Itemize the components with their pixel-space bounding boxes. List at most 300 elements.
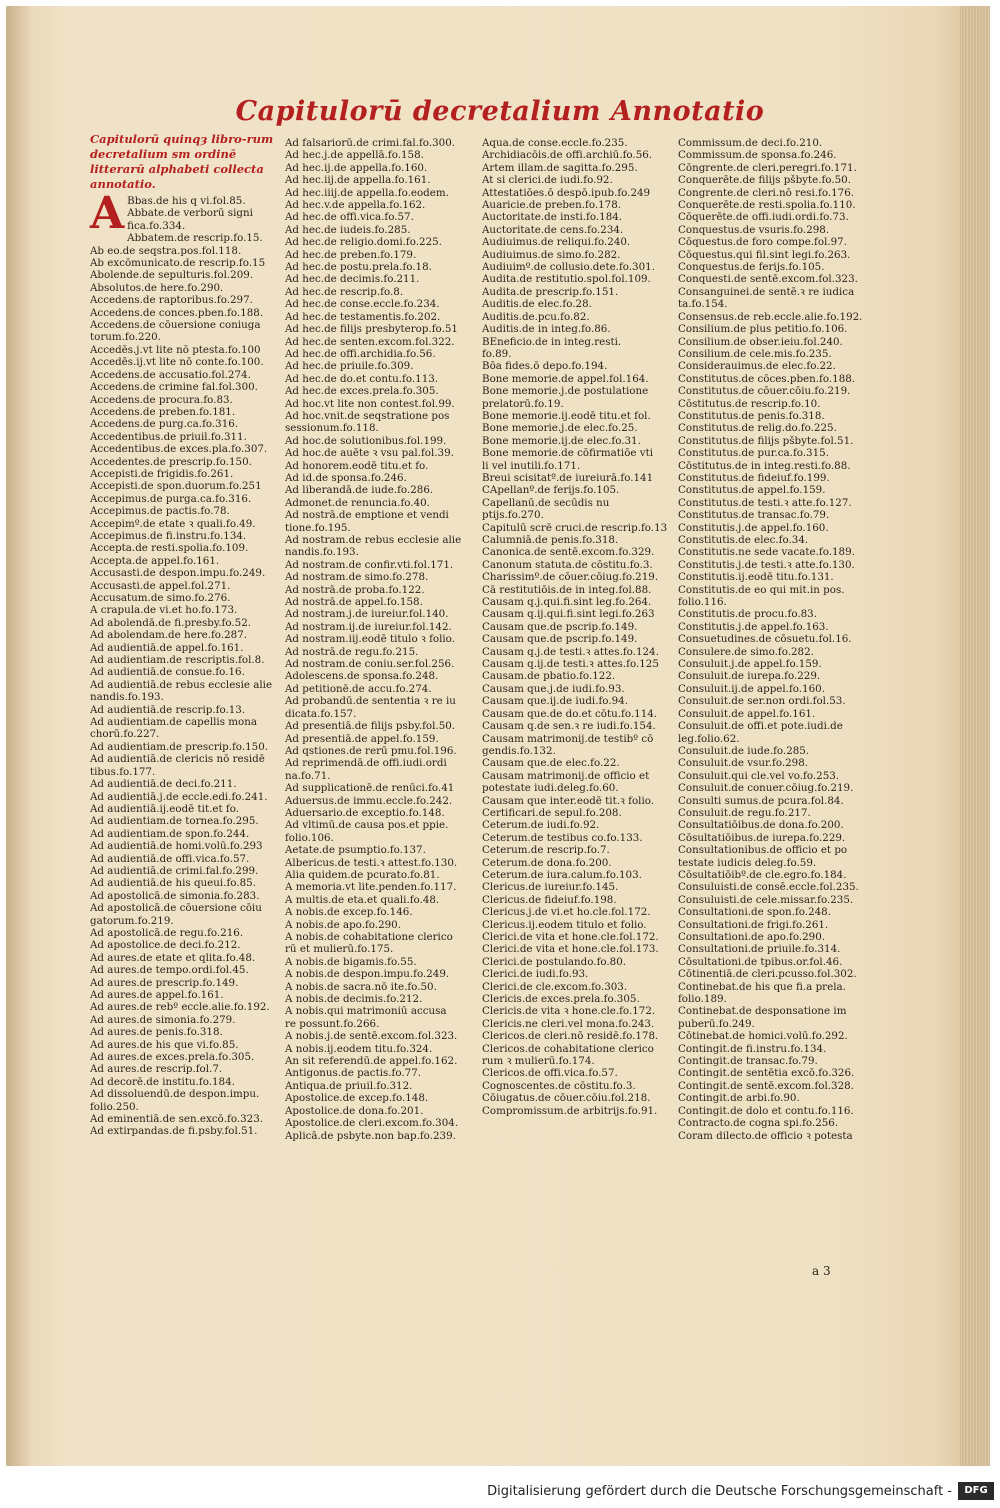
index-entry: Ad audientiā.de deci.fo.211. <box>90 778 237 791</box>
index-entry: Congrente.de cleri.nō resi.fo.176. <box>678 186 855 199</box>
index-entry: Constitutus.de filijs pšbyte.fol.51. <box>678 434 854 447</box>
index-entry: Ad audientiā.de offi.vica.fo.57. <box>90 852 250 865</box>
index-entry: folio.106. <box>285 831 334 844</box>
index-entry: Ab excōmunicato.de rescrip.fo.15 <box>90 257 266 270</box>
index-entry: Consuluit.de offi.et pote.iudi.de <box>678 720 843 733</box>
index-entry: Accedens.de raptoribus.fo.297. <box>90 294 253 307</box>
index-entry: Clericis.de vita ꝛ hone.cle.fo.172. <box>482 1005 656 1018</box>
index-entry: Accedens.de purg.ca.fo.316. <box>90 418 239 431</box>
index-entry: Ad audientiā.de appel.fo.161. <box>90 641 244 654</box>
index-entry: Ad aures.de appel.fo.161. <box>90 989 224 1001</box>
index-entry: leg.folio.62. <box>678 732 740 745</box>
index-entry: Consuluit.de ser.non ordi.fol.53. <box>678 695 846 708</box>
index-entry: A multis.de eta.et quali.fo.48. <box>285 893 440 906</box>
index-entry: Cōsultationi.de tpibus.or.fol.46. <box>678 955 843 968</box>
index-entry: A nobis.de apo.fo.290. <box>285 918 401 931</box>
index-entry: Bone memorie.ij.eodē titu.et fol. <box>482 409 651 422</box>
index-entry: Ad audientiā.de consue.fo.16. <box>90 666 245 679</box>
index-entry: Accepimus.de fi.instru.fo.134. <box>90 529 247 542</box>
index-entry: Ad hec.de senten.excom.fol.322. <box>285 335 455 348</box>
index-entry: Coram dilecto.de officio ꝛ potesta <box>678 1129 853 1142</box>
index-entry: Admonet.de renuncia.fo.40. <box>285 496 430 509</box>
index-entry: Causam q.ij.qui.fi.sint legi.fo.263 <box>482 608 655 621</box>
index-entry: torum.fo.220. <box>90 331 161 344</box>
index-entry: A nobis.ij.eodem titu.fo.324. <box>285 1042 433 1055</box>
index-entry: Ad honorem.eodē titu.et fo. <box>285 459 429 472</box>
index-entry: Causam que.de pscrip.fo.149. <box>482 620 638 633</box>
index-entry: fica.fo.334. <box>127 219 186 232</box>
index-entry: Constitutis.de procu.fo.83. <box>678 608 818 621</box>
index-entry: Ad qstiones.de rerū pmu.fol.196. <box>285 744 457 757</box>
index-entry: Audiuimus.de simo.fo.282. <box>482 248 621 261</box>
index-entry: Cōsultatiōibus.de iurepa.fo.229. <box>678 831 846 844</box>
index-entry: Auditis.de.pcu.fo.82. <box>482 310 590 323</box>
index-entry: Accepisti.de spon.duorum.fo.251 <box>90 480 262 493</box>
index-entry: Contingit.de dolo et contu.fo.116. <box>678 1104 854 1117</box>
index-entry: li vel inutili.fo.171. <box>482 459 581 472</box>
index-entry: Ad audientiā.j.de eccle.edi.fo.241. <box>90 790 268 803</box>
index-entry: Consuluit.de iurepa.fo.229. <box>678 670 821 683</box>
index-entry: Ad hec.iij.de appella.fo.161. <box>285 174 431 187</box>
index-entry: An sit referendū.de appel.fo.162. <box>285 1055 458 1068</box>
index-entry: Cognoscentes.de cōstitu.fo.3. <box>482 1079 636 1092</box>
index-entry: Abolende.de sepulturis.fol.209. <box>90 269 254 282</box>
index-entry: Consulti sumus.de pcura.fol.84. <box>678 794 844 807</box>
index-entry: Constitutis.ij.eodē titu.fo.131. <box>678 571 834 584</box>
index-entry: Auditis.de elec.fo.28. <box>482 298 592 311</box>
drop-capital: A <box>90 188 125 239</box>
index-entry: Ad hec.de postu.prela.fo.18. <box>285 261 432 274</box>
index-entry: Constitutis.j.de appel.fo.160. <box>678 521 829 534</box>
index-entry: Ad aures.de simonia.fo.279. <box>90 1013 236 1026</box>
index-entry: Accepta.de appel.fo.161. <box>90 554 220 567</box>
index-entry: Clericis.ne cleri.vel mona.fo.243. <box>482 1017 655 1030</box>
index-entry: Bone memorie.de appel.fol.164. <box>482 372 649 385</box>
index-entry: Accedens.de preben.fo.181. <box>90 405 236 418</box>
index-entry: Conquestus.de vsuris.fo.298. <box>678 223 830 236</box>
index-entry: rum ꝛ mulierū.fo.174. <box>482 1055 595 1068</box>
index-entry: Constitutus.de transac.fo.79. <box>678 509 830 522</box>
index-entry: Consilium.de plus petitio.fo.106. <box>678 323 848 336</box>
index-entry: Accusasti.de appel.fol.271. <box>90 579 231 592</box>
index-column-2 <box>285 137 481 1142</box>
index-entry: Consultationi.de apo.fo.290. <box>678 931 826 943</box>
index-entry: Clerici.de postulando.fo.80. <box>482 955 627 968</box>
index-entry: Ad audientiam.de capellis mona <box>90 716 258 729</box>
index-entry: Audiuimus.de reliqui.fo.240. <box>482 236 631 249</box>
index-entry: Ceterum.de iudi.fo.92. <box>482 819 600 832</box>
index-entry: A nobis.de decimis.fo.212. <box>285 993 423 1006</box>
index-entry: CApellanº.de ferijs.fo.105. <box>482 484 620 497</box>
index-entry: Cōstitutus.de rescrip.fo.10. <box>678 397 821 410</box>
index-entry: Breui scisitatº.de iureiurā.fo.141 <box>482 471 654 484</box>
index-column-1 <box>90 188 282 1138</box>
index-entry: A nobis.de excep.fo.146. <box>285 906 413 919</box>
index-entry: Ad hec.de testamentis.fo.202. <box>285 310 441 323</box>
index-entry: Bone memorie.j.de elec.fo.25. <box>482 422 638 435</box>
index-entry: Ad decorē.de institu.fo.184. <box>90 1075 235 1088</box>
index-entry: Consultationi.de frigi.fo.261. <box>678 918 829 931</box>
index-entry: Ad audientiam.de rescriptis.fol.8. <box>90 654 265 667</box>
index-entry: Consuetudines.de cōsuetu.fol.16. <box>678 633 852 646</box>
index-entry: Ad petitionē.de accu.fo.274. <box>285 682 432 695</box>
index-entry: Ad hec.j.de appellā.fo.158. <box>285 149 424 162</box>
index-entry: Capitulū scrē cruci.de rescrip.fo.13 <box>482 521 668 534</box>
index-entry: Accedentes.de prescrip.fo.150. <box>90 455 252 468</box>
index-entry: Ad hoc.vnit.de seqstratione pos <box>285 409 450 422</box>
index-entry: Ad audientiam.de tornea.fo.295. <box>90 815 259 828</box>
index-entry: Ad nostram.de simo.fo.278. <box>285 571 429 584</box>
index-entry: Accedens.de conces.pben.fo.188. <box>90 306 264 319</box>
index-entry: Consultationibus.de officio et po <box>678 844 848 857</box>
index-entry: Accedens.de accusatio.fol.274. <box>90 368 251 381</box>
index-entry: Accusatum.de simo.fo.276. <box>90 592 231 604</box>
index-entry: Ad nostrā.de appel.fo.158. <box>285 596 423 609</box>
index-entry: Accedens.de cōuersione coniuga <box>90 319 261 332</box>
index-entry: Ad aures.de exces.prela.fo.305. <box>90 1051 255 1064</box>
index-entry: Ad nostram.j.de iureiur.fol.140. <box>285 608 449 621</box>
index-entry: Contingit.de sentētia excō.fo.326. <box>678 1067 855 1080</box>
index-column-3 <box>482 137 678 1117</box>
index-entry: Ad audientiā.ij.eodē tit.et fo. <box>90 802 239 815</box>
index-entry: Ad nostram.de rebus ecclesie alie <box>285 534 462 546</box>
index-entry: Audita.de prescrip.fo.151. <box>482 285 619 298</box>
index-entry: Accepimus.de purga.ca.fo.316. <box>90 492 252 505</box>
index-entry: Ab eo.de seqstra.pos.fol.118. <box>90 244 242 257</box>
index-entry: Cōstitutus.de in integ.resti.fo.88. <box>678 459 851 472</box>
index-entry: Causam.de pbatio.fo.122. <box>482 670 616 683</box>
index-entry: Consuluit.de conuer.cōiug.fo.219. <box>678 782 854 795</box>
index-entry: Ad apostolicā.de simonia.fo.283. <box>90 889 260 902</box>
index-entry: Causam que.de do.et cōtu.fo.114. <box>482 707 658 720</box>
index-entry: Ad liberandā.de iude.fo.286. <box>285 484 434 497</box>
index-entry: prelatorū.fo.19. <box>482 397 564 410</box>
index-entry: nandis.fo.193. <box>90 691 164 704</box>
index-entry: Certificari.de sepul.fo.208. <box>482 806 622 819</box>
index-entry: Ad hec.de offi.vica.fo.57. <box>285 211 414 224</box>
index-entry: Ad audientiā.de crimi.fal.fo.299. <box>90 864 259 877</box>
index-entry: Antiqua.de priuil.fo.312. <box>285 1079 413 1092</box>
index-entry: Cōtinentiā.de cleri.pcusso.fol.302. <box>678 968 857 981</box>
index-entry: folio.250. <box>90 1100 139 1113</box>
dfg-logo: DFG <box>958 1482 994 1500</box>
index-entry: Consuluit.de vsur.fo.298. <box>678 757 809 770</box>
index-entry: Clerici.de vita et hone.cle.fol.172. <box>482 931 659 943</box>
index-entry: Ad nostrā.de proba.fo.122. <box>285 583 425 596</box>
index-entry: Consuluisti.de consē.eccle.fol.235. <box>678 881 859 894</box>
index-entry: Alia quidem.de pcurato.fo.81. <box>285 868 440 881</box>
index-entry: na.fo.71. <box>285 769 331 782</box>
index-entry: Ad presentiā.de appel.fo.159. <box>285 732 439 745</box>
index-entry: Consuluit.de iude.fo.285. <box>678 744 810 757</box>
index-entry: Audita.de restitutio.spol.fol.109. <box>482 273 651 286</box>
index-entry: Bone memorie.ij.de elec.fo.31. <box>482 434 641 447</box>
index-entry: Ad hec.de priuile.fo.309. <box>285 360 414 373</box>
index-entry: Auctoritate.de cens.fo.234. <box>482 223 624 236</box>
index-entry: Causam q.j.qui.fi.sint leg.fo.264. <box>482 596 652 609</box>
index-entry: Ad audientiā.de his queui.fo.85. <box>90 877 256 890</box>
index-entry: Apostolice.de dona.fo.201. <box>285 1104 424 1117</box>
index-entry: Consilium.de cele.mis.fo.235. <box>678 347 832 360</box>
index-entry: Constitutus.de cōuer.cōiu.fo.219. <box>678 385 851 398</box>
index-entry: Aetate.de psumptio.fo.137. <box>285 844 426 857</box>
index-entry: Causam matrimonij.de testibº cō <box>482 732 654 745</box>
index-entry: Consuluit.de regu.fo.217. <box>678 806 811 819</box>
index-entry: Ad nostram.de coniu.ser.fol.256. <box>285 658 455 671</box>
index-entry: Contingit.de transac.fo.79. <box>678 1055 818 1068</box>
index-entry: Ad hec.de religio.domi.fo.225. <box>285 236 442 249</box>
index-entry: Causam q.de sen.ꝛ re iudi.fo.154. <box>482 720 656 733</box>
index-entry: Ad presentiā.de filijs psby.fol.50. <box>285 720 456 733</box>
index-entry: Accedens.de procura.fo.83. <box>90 393 233 406</box>
index-entry: Antigonus.de pactis.fo.77. <box>285 1067 422 1080</box>
index-entry: Ad nostram.iij.eodē titulo ꝛ folio. <box>285 633 455 646</box>
index-entry: Clericis.de exces.prela.fo.305. <box>482 993 640 1006</box>
index-entry: Causam matrimonij.de officio et <box>482 769 650 782</box>
index-entry: Auctoritate.de insti.fo.184. <box>482 211 623 224</box>
index-entry: Clericus.ij.eodem titulo et folio. <box>482 918 647 931</box>
index-entry: chorū.fo.227. <box>90 728 160 741</box>
index-entry: tione.fo.195. <box>285 521 351 534</box>
index-entry: A nobis.de bigamis.fo.55. <box>285 955 417 968</box>
index-entry: Cōtinebat.de homici.volū.fo.292. <box>678 1030 848 1043</box>
index-entry: Consultationi.de spon.fo.248. <box>678 906 831 919</box>
index-entry: A nobis.de cohabitatione clerico <box>285 931 453 943</box>
index-entry: Constitutis.de elec.fo.34. <box>678 534 809 546</box>
signature-mark: a 3 <box>812 1264 831 1278</box>
index-entry: Ad hec.de iudeis.fo.285. <box>285 223 411 236</box>
index-entry: Ad aures.de rescrip.fol.7. <box>90 1063 223 1076</box>
index-entry: sessionum.fo.118. <box>285 422 379 435</box>
index-entry: Ad hec.de exces.prela.fo.305. <box>285 385 439 398</box>
index-entry: gendis.fo.132. <box>482 744 556 757</box>
index-entry: Aplicā.de psbyte.non bap.fo.239. <box>285 1129 456 1142</box>
index-entry: Consultatiōibus.de dona.fo.200. <box>678 819 844 832</box>
index-entry: Archidiacōis.de offi.archiū.fo.56. <box>482 149 653 162</box>
index-entry: Ad aures.de prescrip.fo.149. <box>90 976 239 989</box>
index-entry: Causam que.de elec.fo.22. <box>482 757 620 770</box>
index-entry: Ad supplicationē.de renūci.fo.41 <box>285 782 455 795</box>
index-entry: Consuluisti.de cele.missar.fo.235. <box>678 893 854 906</box>
index-entry: potestate iudi.deleg.fo.60. <box>482 782 619 795</box>
index-entry: Cā restitutiōis.de in integ.fol.88. <box>482 583 652 596</box>
index-entry: Clericos.de cohabitatione clerico <box>482 1042 654 1055</box>
index-entry: Accepimº.de etate ꝛ quali.fo.49. <box>90 517 256 530</box>
index-entry: Conquestus.de ferijs.fo.105. <box>678 261 825 274</box>
index-entry: Absolutos.de here.fo.290. <box>90 281 224 294</box>
index-entry: Ad aures.de tempo.ordi.fol.45. <box>90 964 249 977</box>
index-entry: Ad hec.de rescrip.fo.8. <box>285 285 404 298</box>
index-entry: Accepta.de resti.spolia.fo.109. <box>90 542 249 555</box>
page-heading: Capitulorū decretalium Annotatio <box>235 96 765 127</box>
index-entry: Causam que.de pscrip.fo.149. <box>482 633 638 646</box>
index-entry: Consuluit.ij.de appel.fo.160. <box>678 682 825 695</box>
index-entry: Causam q.j.de testi.ꝛ attes.fo.124. <box>482 645 659 658</box>
index-entry: Ad nostrā.de emptione et vendi <box>285 509 449 522</box>
index-entry: Ad hec.de filijs presbyterop.fo.51 <box>285 323 458 336</box>
index-entry: Ad dissoluendū.de despon.impu. <box>90 1088 260 1101</box>
index-entry: Ad nostrā.de regu.fo.215. <box>285 645 419 658</box>
index-entry: ta.fo.154. <box>678 298 728 311</box>
index-entry: BEneficio.de in integ.resti. <box>482 335 622 348</box>
index-entry: Constitutis.j.de testi.ꝛ atte.fo.130. <box>678 558 855 571</box>
index-entry: A crapula.de vi.et ho.fo.173. <box>90 604 238 617</box>
index-column-4 <box>678 137 878 1142</box>
index-entry: Accedentibus.de exces.pla.fo.307. <box>90 443 268 456</box>
index-entry: Ad hec.de decimis.fo.211. <box>285 273 420 286</box>
index-entry: Aduersus.de immu.eccle.fo.242. <box>285 794 453 807</box>
index-entry: Constitutis.ne sede vacate.fo.189. <box>678 546 855 559</box>
index-entry: Ad audientiā.de homi.volū.fo.293 <box>90 840 263 853</box>
index-entry: Ad audientiā.de rescrip.fo.13. <box>90 703 246 716</box>
index-entry: A nobis.qui matrimoniū accusa <box>285 1005 447 1018</box>
index-entry: Ad hoc.de solutionibus.fol.199. <box>285 434 447 447</box>
digitization-footer <box>0 1476 1000 1508</box>
index-entry: folio.116. <box>678 596 727 609</box>
index-entry: Accedēs.j.vt lite nō ptesta.fo.100 <box>90 343 261 356</box>
index-entry: rū et mulierū.fo.175. <box>285 943 394 956</box>
index-entry: Contingit.de sentē.excom.fol.328. <box>678 1079 854 1092</box>
index-entry: Accedens.de crimine fal.fol.300. <box>90 381 258 394</box>
index-entry: A nobis.j.de sentē.excom.fol.323. <box>285 1030 458 1043</box>
index-entry: Commissum.de sponsa.fo.246. <box>678 149 837 162</box>
index-entry: Ad hec.de preben.fo.179. <box>285 248 417 261</box>
index-entry: Conquesti.de sentē.excom.fol.323. <box>678 273 858 286</box>
index-entry: Ad nostram.de confir.vti.fol.171. <box>285 558 454 571</box>
index-entry: Clericos.de cleri.nō residē.fo.178. <box>482 1030 659 1043</box>
index-entry: Clericos.de offi.vica.fo.57. <box>482 1067 618 1080</box>
index-entry: A nobis.de sacra.nō ite.fo.50. <box>285 980 437 993</box>
index-entry: Ad hec.de offi.archidia.fo.56. <box>285 347 436 360</box>
index-entry: Causam q.ij.de testi.ꝛ attes.fo.125 <box>482 658 659 671</box>
index-entry: Consultationi.de priuile.fo.314. <box>678 943 841 956</box>
index-entry: Cōsultatiōibº.de cle.egro.fo.184. <box>678 868 847 881</box>
index-entry: Clerici.de iudi.fo.93. <box>482 968 589 981</box>
index-entry: Ad aures.de his que vi.fo.85. <box>90 1038 239 1051</box>
index-entry: Auaricie.de preben.fo.178. <box>482 199 622 212</box>
index-entry: A nobis.de despon.impu.fo.249. <box>285 968 450 981</box>
index-entry: Consanguinei.de sentē.ꝛ re iudica <box>678 285 855 298</box>
index-entry: Constitutis.de eo qui mit.in pos. <box>678 583 845 596</box>
index-entry: Bōa fides.ō depo.fo.194. <box>482 360 608 373</box>
index-entry: A memoria.vt lite.penden.fo.117. <box>285 881 457 894</box>
index-entry: Conquerēte.de resti.spolia.fo.110. <box>678 199 856 212</box>
index-entry: testate iudicis deleg.fo.59. <box>678 856 817 869</box>
index-entry: Ad falsariorū.de crimi.fal.fo.300. <box>285 137 456 149</box>
index-entry: Ad apostolicā.de cōuersione cōiu <box>90 902 262 915</box>
index-entry: At si clerici.de iudi.fo.92. <box>482 174 613 187</box>
index-entry: Ad hoc.de auēte ꝛ vsu pal.fol.39. <box>285 447 454 460</box>
index-entry: Ad hec.v.de appella.fo.162. <box>285 199 426 212</box>
index-entry: Contracto.de cogna spi.fo.256. <box>678 1117 839 1130</box>
index-entry: Considerauimus.de elec.fo.22. <box>678 360 836 373</box>
index-entry: Clerici.de cle.excom.fo.303. <box>482 980 628 993</box>
index-entry: Clericus.j.de vi.et ho.cle.fol.172. <box>482 906 651 919</box>
index-entry: Accedēs.ij.vt lite nō conte.fo.100. <box>90 356 264 369</box>
index-entry: Cōiugatus.de cōuer.cōiu.fol.218. <box>482 1092 651 1105</box>
index-entry: nandis.fo.193. <box>285 546 359 559</box>
index-entry: Constitutus.de penis.fo.318. <box>678 409 825 422</box>
index-entry: Clerici.de vita et hone.cle.fol.173. <box>482 943 659 956</box>
index-entry: Ad abolendā.de fi.presby.fo.52. <box>90 616 252 629</box>
index-entry: puberū.fo.249. <box>678 1017 755 1030</box>
index-entry: Constitutus.de cōces.pben.fo.188. <box>678 372 856 385</box>
index-entry: Attestatiōes.ō despō.ipub.fo.249 <box>482 186 651 199</box>
index-entry: Cōquestus.qui fil.sint legi.fo.263. <box>678 248 851 261</box>
footer-credit-text: Digitalisierung gefördert durch die Deutsche Forschungsgemeinschaft - <box>487 1484 952 1499</box>
index-entry: Ceterum.de rescrip.fo.7. <box>482 844 610 857</box>
index-entry: Ad eminentiā.de sen.excō.fo.323. <box>90 1113 264 1126</box>
index-entry: Bbas.de his q vi.fol.85. <box>127 195 246 207</box>
index-entry: Auditis.de in integ.fo.86. <box>482 323 611 336</box>
index-entry: Ad vltimū.de causa pos.et ppie. <box>285 819 449 832</box>
index-entry: Clericus.de fideiuf.fo.198. <box>482 893 617 906</box>
index-entry: Ad hec.de do.et contu.fo.113. <box>285 372 439 385</box>
index-entry: Bone memorie.de cōfirmatiōe vti <box>482 447 654 460</box>
index-entry: Ad hec.de conse.eccle.fo.234. <box>285 298 440 311</box>
index-entry: Consulere.de simo.fo.282. <box>678 645 814 658</box>
index-entry: Causam que.ij.de iudi.fo.94. <box>482 695 628 708</box>
index-entry: Apostolice.de cleri.excom.fo.304. <box>285 1117 459 1130</box>
index-entry: Cōquestus.de foro compe.fol.97. <box>678 236 848 249</box>
index-entry: Ceterum.de dona.fo.200. <box>482 856 612 869</box>
index-entry: Abbate.de verborū signi <box>127 207 253 220</box>
index-entry: Ad hec.iiij.de appella.fo.eodem. <box>285 186 449 199</box>
index-entry: Ad abolendam.de here.fo.287. <box>90 629 248 642</box>
index-entry: Ad aures.de penis.fo.318. <box>90 1026 223 1039</box>
index-entry: Ceterum.de testibus co.fo.133. <box>482 831 643 844</box>
index-entry: re possunt.fo.266. <box>285 1017 380 1030</box>
index-entry: Causam que inter.eodē tit.ꝛ folio. <box>482 794 655 807</box>
index-entry: Accusasti.de despon.impu.fo.249. <box>90 567 266 580</box>
index-entry: Consuluit.j.de appel.fo.159. <box>678 658 822 671</box>
index-entry: ptijs.fo.270. <box>482 509 544 522</box>
index-entry: Ad audientiā.de clericis nō residē <box>90 753 265 766</box>
index-entry: Accedentibus.de priuil.fo.311. <box>90 430 247 443</box>
index-entry: Ad apostolicā.de regu.fo.216. <box>90 926 244 939</box>
index-entry: Cōquerēte.de offi.iudi.ordi.fo.73. <box>678 211 849 224</box>
index-entry: Ad audientiam.de spon.fo.244. <box>90 827 250 840</box>
index-entry: Constitutus.de testi.ꝛ atte.fo.127. <box>678 496 852 509</box>
index-entry: fo.89. <box>482 347 512 360</box>
index-entry: Charissimº.de cōuer.cōiug.fo.219. <box>482 571 659 584</box>
index-entry: gatorum.fo.219. <box>90 914 174 927</box>
index-entry: Ad audientiam.de prescrip.fo.150. <box>90 740 269 753</box>
index-entry: Ad aures.de etate et qlita.fo.48. <box>90 951 256 964</box>
index-entry: Conquerēte.de filijs pšbyte.fo.50. <box>678 174 851 187</box>
index-entry: Apostolice.de excep.fo.148. <box>285 1092 429 1105</box>
index-entry: Calumniā.de penis.fo.318. <box>482 534 619 546</box>
index-entry: Ad apostolice.de deci.fo.212. <box>90 939 241 952</box>
index-entry: Clericus.de iureiur.fo.145. <box>482 881 619 894</box>
index-entry: Ad reprimendā.de offi.iudi.ordi <box>285 757 447 770</box>
index-entry: Ad probandū.de sententia ꝛ re iu <box>285 695 456 708</box>
index-entry: Cōngrente.de cleri.peregri.fo.171. <box>678 161 857 174</box>
index-entry: Ad extirpandas.de fi.psby.fol.51. <box>90 1125 258 1138</box>
index-entry: dicata.fo.157. <box>285 707 357 720</box>
index-entry: Albericus.de testi.ꝛ attest.fo.130. <box>285 856 458 869</box>
index-entry: Consilium.de obser.ieiu.fol.240. <box>678 335 843 348</box>
intro-rubric: Capitulorū quinqȝ libro-rum decretalium sm ordinē litterarū alphabeti collecta annotatio. <box>90 132 274 191</box>
index-entry: Capellanū.de secūdis nu <box>482 496 610 509</box>
index-entry: Ad nostram.ij.de iureiur.fol.142. <box>285 620 452 633</box>
index-entry: Constitutus.de appel.fo.159. <box>678 484 826 497</box>
index-entry: Causam que.j.de iudi.fo.93. <box>482 682 625 695</box>
index-entry: Contingit.de fi.instru.fo.134. <box>678 1042 827 1055</box>
index-entry: Artem illam.de sagitta.fo.295. <box>482 161 638 174</box>
index-entry: Constitutis.j.de appel.fo.163. <box>678 620 829 633</box>
index-entry: Compromissum.de arbitrijs.fo.91. <box>482 1104 658 1117</box>
